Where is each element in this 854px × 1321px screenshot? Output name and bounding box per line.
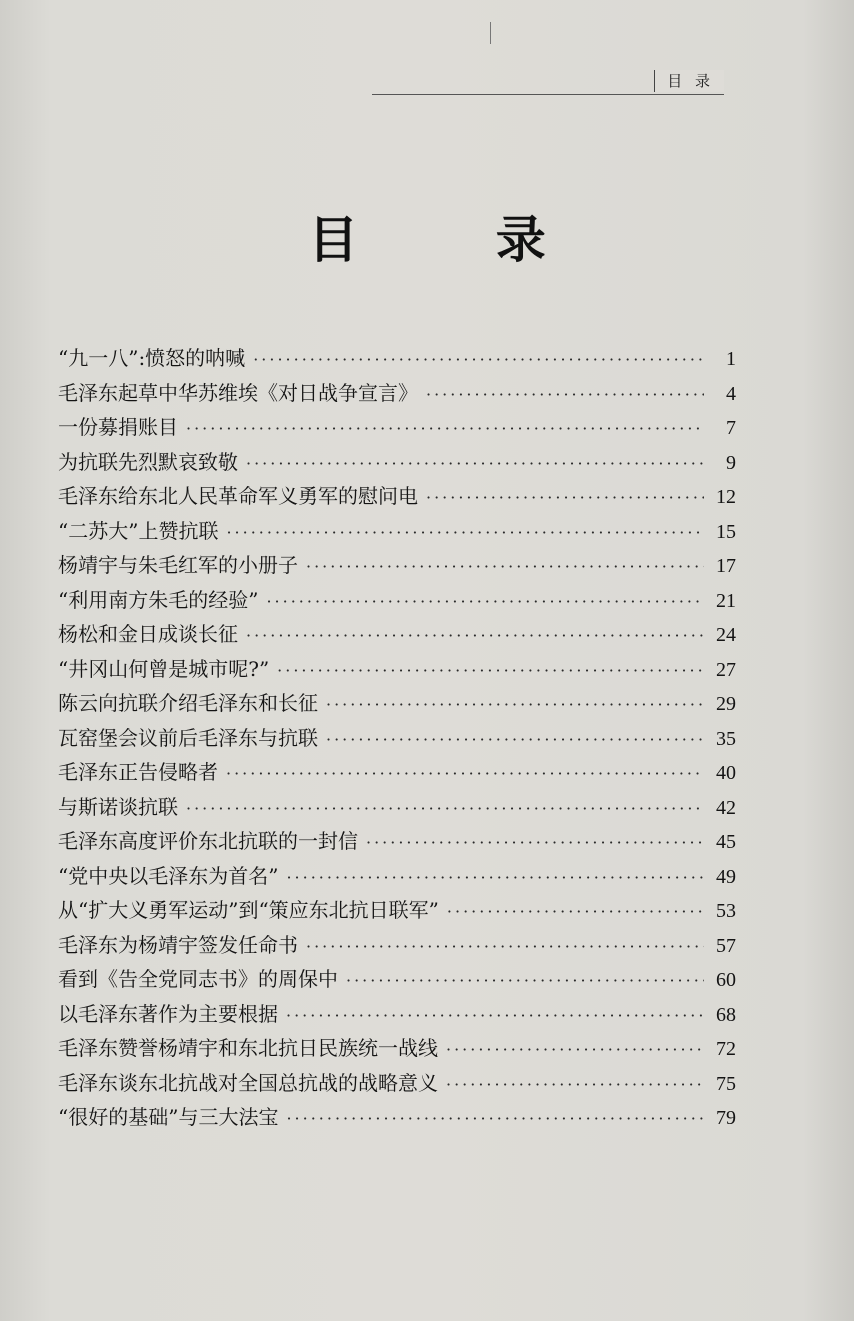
toc-entry-page: 21 bbox=[716, 589, 736, 612]
toc-entry-page: 35 bbox=[716, 727, 736, 750]
toc-entry-page: 57 bbox=[716, 934, 736, 957]
toc-entry-page: 45 bbox=[716, 831, 736, 853]
toc-entry-title: “很好的基础”与三大法宝 bbox=[58, 1105, 279, 1129]
toc-entry bbox=[58, 893, 736, 928]
toc-entry-title: 毛泽东高度评价东北抗联的一封信 bbox=[58, 829, 358, 853]
toc-entry-page: 49 bbox=[716, 865, 736, 888]
toc-entry bbox=[58, 755, 736, 790]
toc-entry bbox=[58, 859, 736, 894]
toc-entry-title: 毛泽东为杨靖宇签发任命书 bbox=[58, 932, 298, 957]
dot-leader bbox=[186, 792, 704, 827]
toc-entry-title: 以毛泽东著作为主要根据 bbox=[58, 1001, 278, 1026]
dot-leader bbox=[286, 861, 704, 896]
toc-entry-title: 看到《告全党同志书》的周保中 bbox=[58, 967, 338, 991]
toc-entry bbox=[58, 479, 736, 514]
toc-entry-title: “利用南方朱毛的经验” bbox=[58, 587, 259, 612]
toc-entry-title: 毛泽东谈东北抗战对全国总抗战的战略意义 bbox=[58, 1070, 438, 1095]
dot-leader bbox=[346, 964, 704, 999]
toc-entry-title: “党中央以毛泽东为首名” bbox=[58, 863, 279, 888]
dot-leader bbox=[246, 447, 704, 482]
toc-entry-page: 1 bbox=[726, 348, 736, 370]
dot-leader bbox=[366, 826, 704, 861]
toc-entry bbox=[58, 445, 736, 480]
toc-entry-title: 杨松和金日成谈长征 bbox=[58, 622, 238, 646]
toc-entry bbox=[58, 652, 736, 687]
dot-leader bbox=[446, 1033, 704, 1068]
dot-leader bbox=[326, 723, 704, 758]
dot-leader bbox=[186, 412, 704, 447]
dot-leader bbox=[266, 585, 704, 620]
toc-entry bbox=[58, 686, 736, 721]
toc-entry-title: 陈云向抗联介绍毛泽东和长征 bbox=[58, 691, 318, 715]
toc-entry bbox=[58, 928, 736, 963]
toc-entry-title: 瓦窑堡会议前后毛泽东与抗联 bbox=[58, 725, 318, 750]
toc-entry bbox=[58, 617, 736, 652]
dot-leader bbox=[306, 930, 704, 965]
toc-entry-page: 40 bbox=[716, 762, 736, 784]
table-of-contents bbox=[58, 341, 736, 1135]
toc-entry bbox=[58, 410, 736, 445]
dot-leader bbox=[446, 1068, 704, 1103]
toc-entry bbox=[58, 1031, 736, 1066]
dot-leader bbox=[253, 343, 704, 378]
toc-entry-title: 杨靖宇与朱毛红军的小册子 bbox=[58, 553, 298, 577]
toc-entry-title: “二苏大”上赞抗联 bbox=[58, 518, 219, 543]
toc-entry bbox=[58, 1100, 736, 1135]
toc-entry-title: 从“扩大义勇军运动”到“策应东北抗日联军” bbox=[58, 898, 439, 922]
toc-entry-title: 毛泽东给东北人民革命军义勇军的慰问电 bbox=[58, 484, 418, 508]
toc-entry-page: 17 bbox=[716, 555, 736, 577]
toc-entry-page: 15 bbox=[716, 520, 736, 543]
toc-entry-page: 12 bbox=[716, 486, 736, 508]
toc-entry bbox=[58, 341, 736, 376]
toc-entry-title: “井冈山何曾是城市呢?” bbox=[58, 656, 270, 681]
toc-entry-title: “九一八”:愤怒的呐喊 bbox=[58, 346, 246, 370]
toc-entry-title: 一份募捐账目 bbox=[58, 415, 178, 439]
page-title: 目 录 bbox=[308, 211, 606, 269]
dot-leader bbox=[286, 999, 704, 1034]
toc-entry-title: 毛泽东正告侵略者 bbox=[58, 760, 218, 784]
dot-leader bbox=[306, 550, 704, 585]
dot-leader bbox=[277, 654, 704, 689]
dot-leader bbox=[426, 378, 704, 413]
dot-leader bbox=[246, 619, 704, 654]
running-header bbox=[372, 70, 724, 95]
toc-entry bbox=[58, 824, 736, 859]
toc-entry-page: 72 bbox=[716, 1038, 736, 1060]
dot-leader bbox=[286, 1102, 704, 1137]
toc-entry bbox=[58, 548, 736, 583]
toc-entry-page: 4 bbox=[726, 382, 736, 405]
page-mark bbox=[490, 22, 491, 44]
toc-entry-page: 60 bbox=[716, 969, 736, 991]
toc-entry bbox=[58, 514, 736, 549]
toc-entry bbox=[58, 583, 736, 618]
section-label: 目 录 bbox=[654, 70, 724, 92]
dot-leader bbox=[447, 895, 704, 930]
toc-entry-page: 29 bbox=[716, 693, 736, 715]
toc-entry-page: 79 bbox=[716, 1107, 736, 1129]
toc-entry-title: 为抗联先烈默哀致敬 bbox=[58, 449, 238, 474]
dot-leader bbox=[226, 757, 704, 792]
toc-entry-page: 9 bbox=[726, 451, 736, 474]
toc-entry-page: 53 bbox=[716, 900, 736, 922]
dot-leader bbox=[226, 516, 704, 551]
toc-entry bbox=[58, 962, 736, 997]
toc-entry-title: 毛泽东赞誉杨靖宇和东北抗日民族统一战线 bbox=[58, 1036, 438, 1060]
toc-entry-page: 68 bbox=[716, 1003, 736, 1026]
toc-entry-page: 27 bbox=[716, 658, 736, 681]
toc-entry-page: 75 bbox=[716, 1072, 736, 1095]
toc-entry bbox=[58, 997, 736, 1032]
toc-entry bbox=[58, 376, 736, 411]
dot-leader bbox=[426, 481, 704, 516]
toc-entry-page: 24 bbox=[716, 624, 736, 646]
toc-entry bbox=[58, 721, 736, 756]
dot-leader bbox=[326, 688, 704, 723]
toc-entry-page: 7 bbox=[726, 417, 736, 439]
toc-entry-title: 与斯诺谈抗联 bbox=[58, 794, 178, 819]
toc-entry-title: 毛泽东起草中华苏维埃《对日战争宣言》 bbox=[58, 380, 418, 405]
toc-entry-page: 42 bbox=[716, 796, 736, 819]
toc-entry bbox=[58, 1066, 736, 1101]
toc-entry bbox=[58, 790, 736, 825]
